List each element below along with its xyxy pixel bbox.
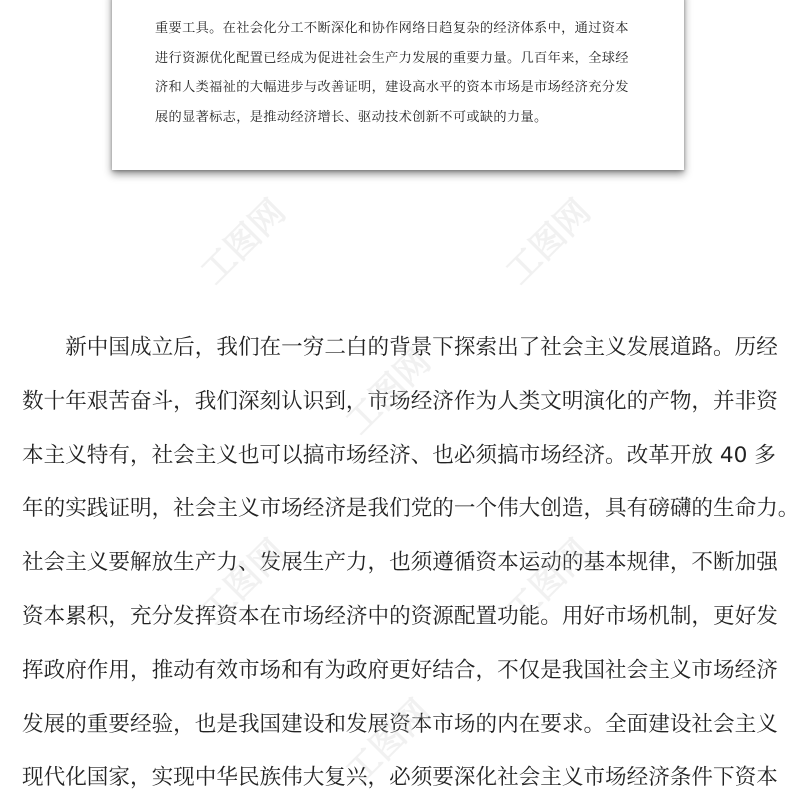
card-line: 进行资源优化配置已经成为促进社会生产力发展的重要力量。几百年来，全球经 — [155, 50, 629, 66]
article-line: 资本累积，充分发挥资本在市场经济中的资源配置功能。用好市场机制，更好发 — [22, 603, 778, 629]
article-line: 社会主义要解放生产力、发展生产力，也须遵循资本运动的基本规律，不断加强 — [22, 550, 778, 576]
watermark: 工图网 — [338, 691, 439, 793]
article-line: 数十年艰苦奋斗，我们深刻认识到，市场经济作为人类文明演化的产物，并非资 — [22, 388, 778, 414]
card-paragraph — [155, 14, 655, 132]
watermark: 工图网 — [498, 531, 599, 633]
article-line: 新中国成立后，我们在一穷二白的背景下探索出了社会主义发展道路。历经 — [22, 335, 778, 360]
article-line: 发展的重要经验，也是我国建设和发展资本市场的内在要求。全面建设社会主义 — [22, 711, 778, 737]
watermark: 工图网 — [498, 191, 599, 293]
article-paragraph — [22, 321, 800, 800]
watermark: 工图网 — [193, 191, 294, 293]
watermark: 工图网 — [338, 341, 439, 443]
article-line: 现代化国家，实现中华民族伟大复兴，必须要深化社会主义市场经济条件下资本 — [22, 765, 778, 791]
card-line: 展的显著标志，是推动经济增长、驱动技术创新不可或缺的力量。 — [155, 109, 548, 125]
article-line: 年的实践证明，社会主义市场经济是我们党的一个伟大创造，具有磅礴的生命力。 — [22, 496, 800, 522]
watermark: 工图网 — [193, 531, 294, 633]
card-line: 重要工具。在社会化分工不断深化和协作网络日趋复杂的经济体系中，通过资本 — [155, 21, 629, 36]
article-line: 本主义特有，社会主义也可以搞市场经济、也必须搞市场经济。改革开放 40 多 — [22, 442, 776, 468]
article-line: 挥政府作用，推动有效市场和有为政府更好结合，不仅是我国社会主义市场经济 — [22, 657, 778, 683]
card-line: 济和人类福祉的大幅进步与改善证明，建设高水平的资本市场是市场经济充分发 — [155, 80, 629, 95]
